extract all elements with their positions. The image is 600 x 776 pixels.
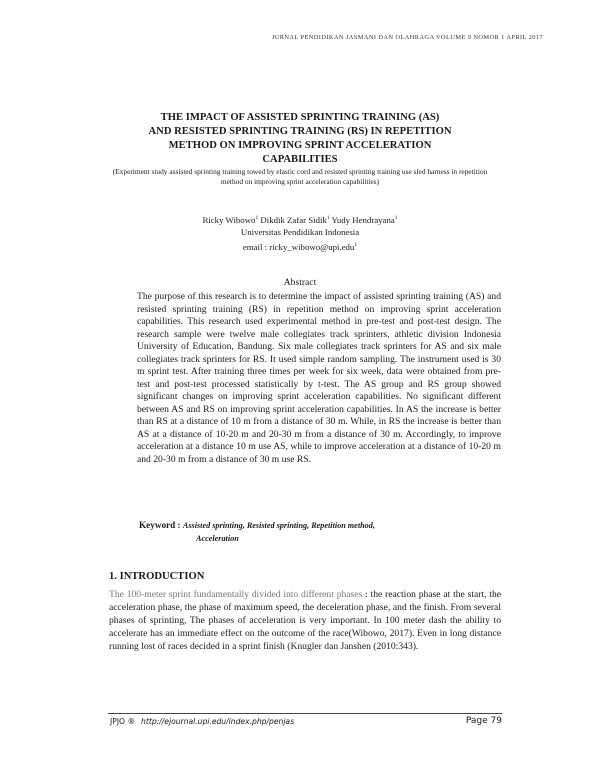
journal-url-link[interactable]: http://ejournal.upi.edu/index.php/penjas — [141, 717, 295, 726]
introduction-lead: The 100-meter sprint fundamentally divided into different phases — [109, 589, 363, 600]
author-block — [100, 212, 500, 253]
author-name: Yudy Hendrayana — [331, 214, 395, 225]
title-line: CAPABILITIES — [262, 154, 338, 165]
introduction-body: : the reaction phase at the start, the acceleration phase, the phase of maximum speed, the deceleration phase, and the finish. From several phases of sprinting, The phases of acceleration is very important. In 100 meter dash the ability to accelerate has an immediate effect on the outcome of the race(Wibowo, 2017). Even in long distance running lost of races decided in a sprint finish (Knugler dan Janshen (2010:343). — [109, 589, 502, 652]
section-heading: 1. INTRODUCTION — [109, 571, 205, 582]
page-number: Page 79 — [465, 716, 502, 726]
affiliation-mark: 1 — [354, 241, 358, 248]
paper-title — [100, 111, 500, 167]
author-names — [100, 212, 500, 226]
paper-subtitle: (Experiment study assisted sprinting training towed by elastic cord and resisted sprinting training use sled harness in repetition method on improving sprint acceleration capabilities) — [112, 167, 488, 186]
affiliation-mark: 1 — [255, 215, 259, 221]
footer-journal — [110, 717, 294, 726]
journal-abbreviation: JPJO ® — [110, 717, 136, 726]
title-line: THE IMPACT OF ASSISTED SPRINTING TRAINING (AS) — [160, 112, 440, 123]
footer-divider — [108, 713, 502, 714]
abstract-heading: Abstract — [283, 277, 317, 288]
keyword-list: Assisted sprinting, Resisted sprinting, Repetition method, — [182, 521, 375, 530]
keywords — [139, 519, 501, 545]
email-line — [100, 239, 500, 253]
keyword-label: Keyword : — [139, 520, 181, 530]
keyword-list-continued: Acceleration — [196, 533, 239, 543]
author-name: Dikdik Zafar Sidik — [260, 214, 327, 225]
title-line: AND RESISTED SPRINTING TRAINING (RS) IN REPETITION — [148, 126, 452, 137]
author-name: Ricky Wibowo — [202, 214, 256, 225]
title-line: METHOD ON IMPROVING SPRINT ACCELERATION — [168, 140, 432, 151]
author-email: email : ricky_wibowo@upi.edu — [242, 241, 355, 252]
affiliation: Universitas Pendidikan Indonesia — [240, 227, 360, 238]
affiliation-mark: 1 — [394, 215, 398, 221]
journal-header: JURNAL PENDIDIKAN JASMANI DAN OLAHRAGA VOLUME 9 NOMOR 1 APRIL 2017 — [271, 34, 543, 41]
abstract-text: The purpose of this research is to determine the impact of assisted sprinting training (AS) and resisted sprinting training (RS) in repetition method on improving sprint acceleration capabilities. This research used experimental method in pre-test and post-test design. The research sample were twelve male collegiates track sprinters, athletic division Indonesia University of Education, Bandung. Six male collegiates track sprinters for AS and six male collegiates track sprinters for RS. It used simple random sampling. The instrument used is 30 m sprint test. After training three times per week for six week, data were obtained from pre-test and post-test processed statistically by t-test. The AS group and RS group showed significant changes on improving sprint acceleration capabilities. No significant different between AS and RS on improving sprint acceleration capabilities. In AS the increase is better than RS at a distance of 10 m from a distance of 30 m. While, in RS the increase is better than AS at a distance of 10-20 m and 20-30 m from a distance of 30 m. Accordingly, to improve acceleration at a distance 10 m use AS, while to improve acceleration at a distance of 10-20 m and 20-30 m from a distance of 30 m use RS. — [137, 291, 501, 465]
introduction-text — [109, 589, 501, 654]
affiliation-mark: 1 — [326, 215, 330, 221]
